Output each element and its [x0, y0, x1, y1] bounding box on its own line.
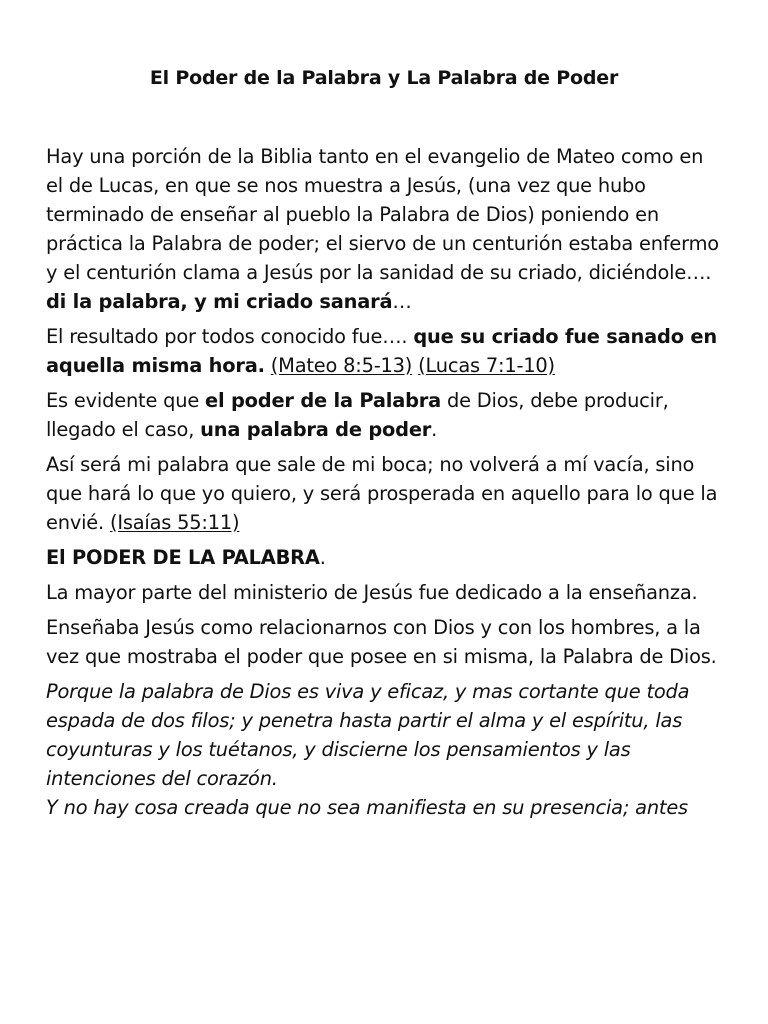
intro-text: Hay una porción de la Biblia tanto en el evangelio de Mateo como en el de Lucas, en que se nos muestra a Jesús, (una vez que hubo terminado de enseñar al pueblo la Palabra de Dios) poniendo en práctica la Palabra de poder; el siervo de un centurión estaba enfermo y el centurión clama a Jesús por la sanidad de su criado, diciéndole…. [46, 145, 719, 284]
quote-hebrews-2: Y no hay cosa creada que no sea manifiesta en su presencia; antes [46, 796, 688, 819]
section-heading-tail: . [319, 546, 326, 569]
reference-link-mateo[interactable]: (Mateo 8:5-13) [270, 354, 413, 377]
evident-bold-2: una palabra de poder [200, 418, 432, 441]
paragraph-result [46, 322, 722, 380]
evident-bold-1: el poder de la Palabra [205, 389, 442, 412]
paragraph-ministry: La mayor parte del ministerio de Jesús fue dedicado a la enseñanza. [46, 581, 698, 604]
evident-tail: . [431, 418, 438, 441]
paragraph-isaias [46, 450, 722, 537]
section-heading [46, 543, 722, 572]
intro-bold-quote: di la palabra, y mi criado sanará [46, 290, 393, 313]
quote-hebrews-1: Porque la palabra de Dios es viva y eficaz, y mas cortante que toda espada de dos filos; y penetra hasta partir el alma y el espíritu, las coyunturas y los tuétanos, y discierne los pensamientos y las intenciones del corazón. [46, 680, 690, 790]
paragraph-evident [46, 386, 722, 444]
section-heading-bold: El PODER DE LA PALABRA [46, 546, 320, 569]
intro-tail: … [392, 290, 412, 313]
result-text: El resultado por todos conocido fue…. [46, 325, 414, 348]
evident-text-2: de Dios, debe producir, llegado el caso, [46, 389, 669, 441]
isaias-text: Así será mi palabra que sale de mi boca; no volverá a mí vacía, sino que hará lo que yo quiero, y será prosperada en aquello para lo que la envié. [46, 453, 718, 534]
paragraph-intro [46, 142, 722, 316]
result-bold: que su criado fue sanado en aquella misma hora. [46, 325, 717, 377]
reference-link-lucas[interactable]: (Lucas 7:1-10) [418, 354, 555, 377]
evident-text-1: Es evidente que [46, 389, 206, 412]
paragraph-teaching: Enseñaba Jesús como relacionarnos con Dios y con los hombres, a la vez que mostraba el poder que posee en si misma, la Palabra de Dios. [46, 616, 717, 668]
document-title: El Poder de la Palabra y La Palabra de Poder [149, 67, 619, 89]
document-body [46, 142, 722, 822]
reference-link-isaias[interactable]: (Isaías 55:11) [109, 511, 240, 534]
